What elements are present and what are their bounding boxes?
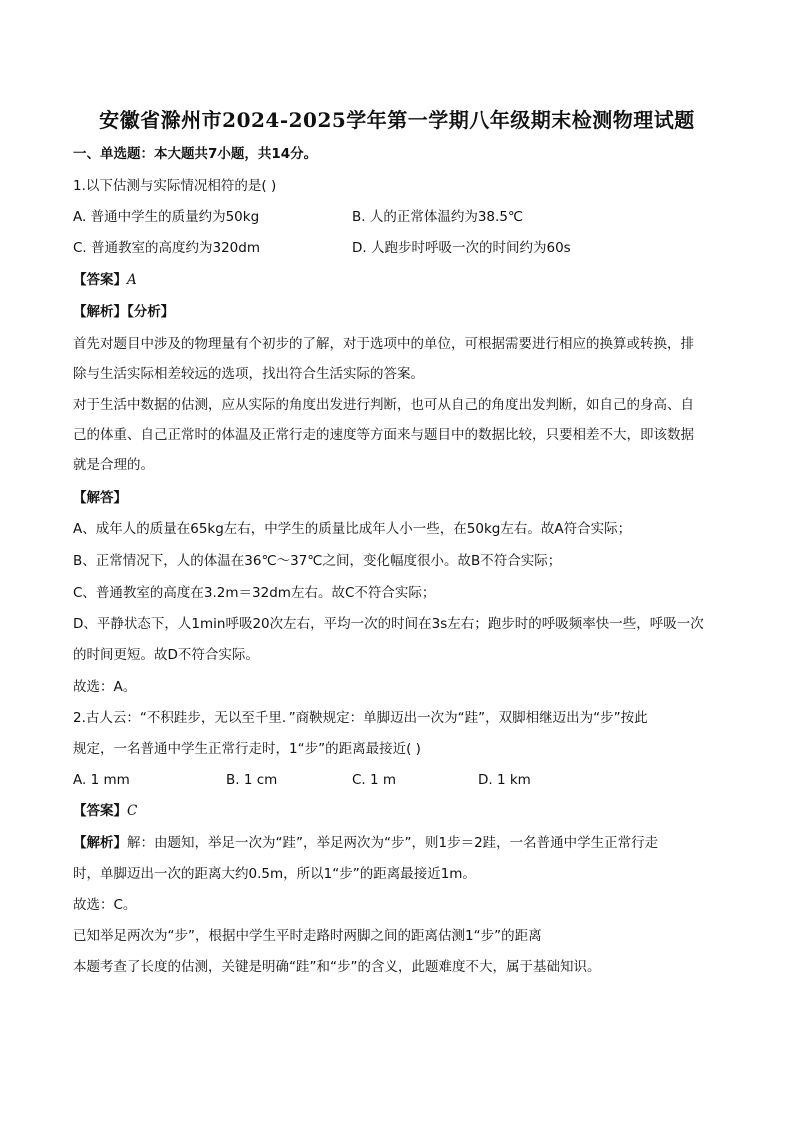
q2-option-d: D. 1 km xyxy=(478,772,531,788)
q2-analysis-row xyxy=(73,833,734,853)
q2-answer-row xyxy=(73,801,734,821)
answer-tag: 【答案】 xyxy=(73,272,127,288)
q2-option-c: C. 1 m xyxy=(352,772,397,788)
question-2-stem: 规定，一名普通中学生正常行走时，1“步”的距离最接近( ) xyxy=(73,741,421,757)
q1-analysis-line: 除与生活实际相差较远的选项，找出符合生活实际的答案。 xyxy=(73,366,424,382)
question-2-stem: 2.古人云：“不积跬步，无以至千里．”商鞅规定：单脚迈出一次为“跬”，双脚相继迈出为“步”按此 xyxy=(73,710,648,726)
page-title: 安徽省滁州市2024-2025学年第一学期八年级期末检测物理试题 xyxy=(99,108,695,132)
answer-value: C xyxy=(127,803,138,819)
analysis-tag: 【解析】 xyxy=(73,304,127,320)
q2-option-b: B. 1 cm xyxy=(226,772,278,788)
q1-option-d: D. 人跑步时呼吸一次的时间约为60s xyxy=(352,240,571,256)
q1-analysis-row xyxy=(73,302,734,322)
q1-analysis-line: 就是合理的。 xyxy=(73,457,154,473)
q1-analysis-line: 己的体重、自己正常时的体温及正常行走的速度等方面来与题目中的数据比较，只要相差不大，即该数据 xyxy=(73,427,694,443)
q2-analysis-line: 故选：C。 xyxy=(73,897,137,913)
q1-solution-line: 故选：A。 xyxy=(73,679,137,695)
q1-answer-row xyxy=(73,270,734,290)
q1-analysis-line: 对于生活中数据的估测，应从实际的角度出发进行判断，也可从自己的角度出发判断，如自己的身高、自 xyxy=(73,397,694,413)
q1-analysis-line: 首先对题目中涉及的物理量有个初步的了解，对于选项中的单位，可根据需要进行相应的换算或转换，排 xyxy=(73,336,694,352)
question-1-stem: 1.以下估测与实际情况相符的是( ) xyxy=(73,178,277,194)
q1-solution-line: 的时间更短。故D不符合实际。 xyxy=(73,647,259,663)
q1-option-b: B. 人的正常体温约为38.5℃ xyxy=(352,209,524,225)
q1-option-c: C. 普通教室的高度约为320dm xyxy=(73,240,260,256)
q1-solution-line: C、普通教室的高度在3.2m＝32dm左右。故C不符合实际； xyxy=(73,585,436,601)
q2-analysis-line: 解：由题知，举足一次为“跬”，举足两次为“步”，则1步＝2跬，一名普通中学生正常行走 xyxy=(127,835,659,851)
q2-analysis-line: 已知举足两次为“步”，根据中学生平时走路时两脚之间的距离估测1“步”的距离 xyxy=(73,928,542,944)
q2-analysis-line: 本题考查了长度的估测，关键是明确“跬”和“步”的含义，此题难度不大，属于基础知识。 xyxy=(73,959,601,975)
q2-analysis-line: 时，单脚迈出一次的距离大约0.5m，所以1“步”的距离最接近1m。 xyxy=(73,866,476,882)
q1-solution-line: D、平静状态下，人1min呼吸20次左右，平均一次的时间在3s左右；跑步时的呼吸频率快一些，呼吸一次 xyxy=(73,616,704,632)
q1-solution-line: B、正常情况下，人的体温在36℃～37℃之间，变化幅度很小。故B不符合实际； xyxy=(73,553,562,569)
analysis-sub-tag: 【分析】 xyxy=(127,304,175,320)
analysis-tag: 【解析】 xyxy=(73,835,127,851)
solution-tag: 【解答】 xyxy=(73,490,127,506)
q2-option-a: A. 1 mm xyxy=(73,772,130,788)
q1-solution-line: A、成年人的质量在65kg左右，中学生的质量比成年人小一些，在50kg左右。故A符合实际； xyxy=(73,521,632,537)
section-heading: 一、单选题：本大题共7小题，共14分。 xyxy=(73,146,318,162)
answer-value: A xyxy=(127,272,137,288)
q1-option-a: A. 普通中学生的质量约为50kg xyxy=(73,209,260,225)
answer-tag: 【答案】 xyxy=(73,803,127,819)
